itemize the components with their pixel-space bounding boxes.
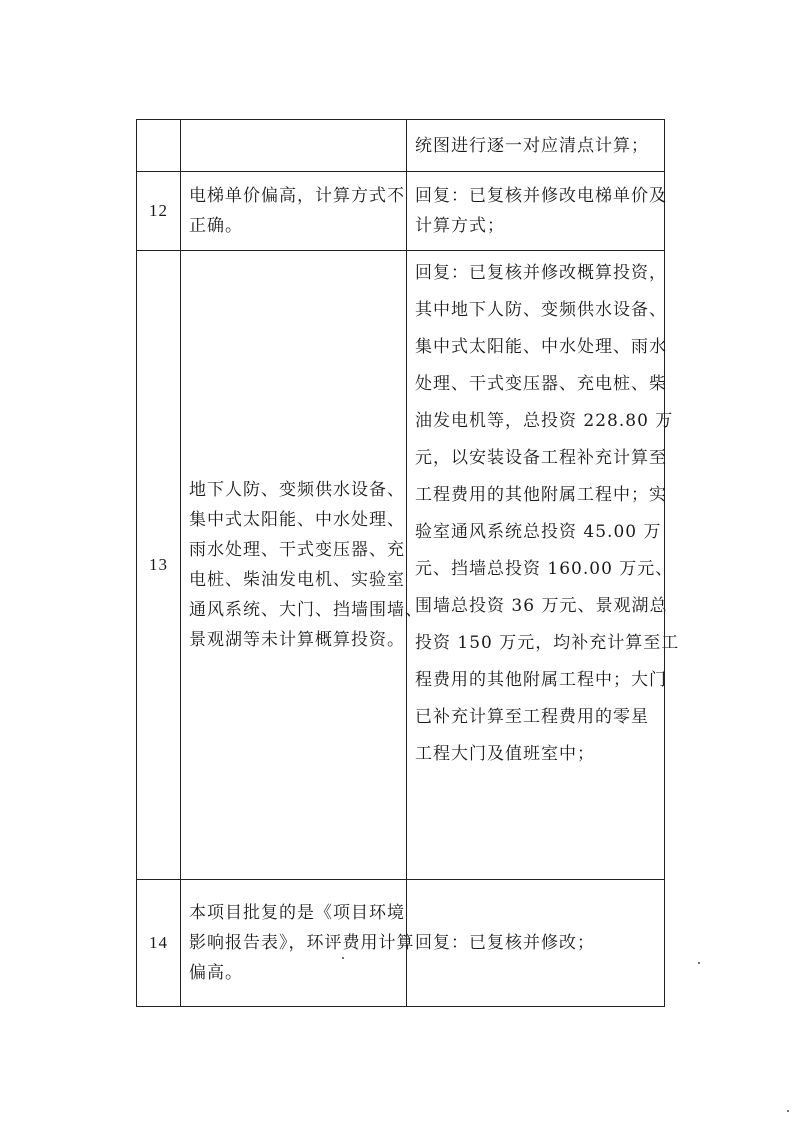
reply-cell bbox=[407, 880, 665, 1007]
reply-line: 回复：已复核并修改电梯单价及 bbox=[415, 186, 667, 206]
reply-line: 程费用的其他附属工程中；大门 bbox=[415, 670, 667, 690]
table-row bbox=[137, 120, 665, 172]
reply-line: 已补充计算至工程费用的零星 bbox=[415, 707, 649, 727]
reply-cell bbox=[407, 120, 665, 172]
issue-line: 通风系统、大门、挡墙围墙、 bbox=[189, 600, 423, 620]
reply-line: 元、挡墙总投资 160.00 万元、 bbox=[415, 559, 674, 579]
scan-speck bbox=[787, 1110, 789, 1112]
issue-line: 电桩、柴油发电机、实验室 bbox=[189, 570, 405, 590]
issue-line: 正确。 bbox=[189, 216, 243, 236]
issue-line: 影响报告表》，环评费用计算 bbox=[189, 933, 415, 953]
row-number bbox=[137, 120, 181, 172]
issue-line: 偏高。 bbox=[189, 963, 243, 983]
issue-cell bbox=[181, 172, 407, 251]
reply-line: 工程费用的其他附属工程中；实 bbox=[415, 485, 667, 505]
issue-line: 地下人防、变频供水设备、 bbox=[189, 480, 405, 500]
issue-cell bbox=[181, 251, 423, 880]
table-row bbox=[137, 251, 665, 880]
reply-line: 处理、干式变压器、充电桩、柴 bbox=[415, 374, 667, 394]
reply-cell bbox=[407, 172, 665, 251]
issue-cell bbox=[181, 120, 407, 172]
row-number: 12 bbox=[137, 172, 181, 251]
row-number: 14 bbox=[137, 880, 181, 1007]
table-row bbox=[137, 880, 665, 1007]
reply-line: 集中式太阳能、中水处理、雨水 bbox=[415, 337, 667, 357]
scan-speck bbox=[698, 962, 700, 964]
row-number: 13 bbox=[137, 251, 181, 880]
reply-line: 统图进行逐一对应清点计算； bbox=[415, 135, 649, 156]
reply-line: 回复：已复核并修改概算投资， bbox=[415, 263, 667, 283]
issue-line: 本项目批复的是《项目环境 bbox=[189, 903, 405, 923]
issue-line: 雨水处理、干式变压器、充 bbox=[189, 540, 405, 560]
reply-cell bbox=[407, 251, 680, 880]
issue-line: 电梯单价偏高，计算方式不 bbox=[189, 186, 405, 206]
reply-line: 工程大门及值班室中； bbox=[415, 744, 595, 764]
reply-line: 其中地下人防、变频供水设备、 bbox=[415, 300, 667, 320]
scan-speck bbox=[342, 957, 344, 959]
reply-line: 元，以安装设备工程补充计算至 bbox=[415, 448, 667, 468]
issue-line: 景观湖等未计算概算投资。 bbox=[189, 630, 405, 650]
reply-line: 投资 150 万元，均补充计算至工 bbox=[415, 633, 680, 653]
issue-cell bbox=[181, 880, 415, 1007]
issue-line: 集中式太阳能、中水处理、 bbox=[189, 510, 405, 530]
table-row bbox=[137, 172, 665, 251]
reply-line: 油发电机等，总投资 228.80 万 bbox=[415, 411, 674, 431]
reply-line: 计算方式； bbox=[415, 216, 505, 236]
reply-line: 围墙总投资 36 万元、景观湖总 bbox=[415, 596, 668, 616]
review-table bbox=[136, 119, 680, 1007]
reply-line: 验室通风系统总投资 45.00 万 bbox=[415, 522, 662, 542]
reply-line: 回复：已复核并修改； bbox=[415, 933, 595, 953]
